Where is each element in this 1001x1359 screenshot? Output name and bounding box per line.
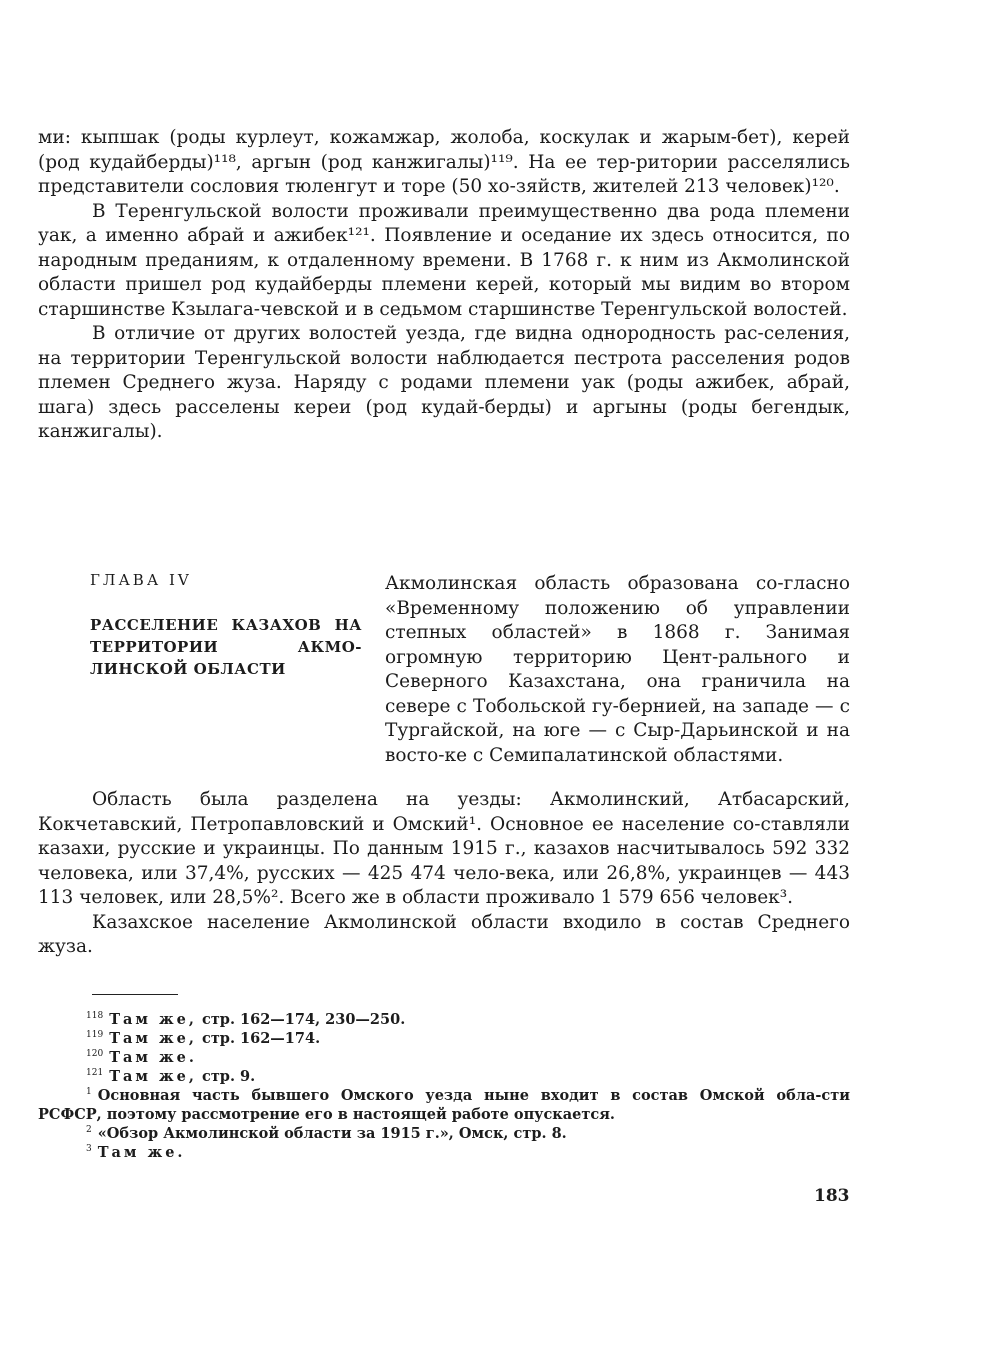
chapter-number: ГЛАВА IV bbox=[90, 571, 192, 589]
paragraph-terengul-diversity: В отличие от других волостей уезда, где видна однородность рас-селения, на территории Теренгульской волости наблюдается пестрота расселения родов племен Среднего жуза. Наряду с родами племени уак (роды ажибек, абрай, шага) здесь расселены кереи (род кудай-берды) и аргыны (роды бегендык, канжигалы). bbox=[38, 323, 850, 442]
footnote-divider bbox=[92, 994, 178, 995]
footnote-1: $^1$ Основная часть бывшего Омского уезда ныне входит в состав Омской обла-сти РСФСР, поэтому рассмотрение его в настоящей работе опускается. bbox=[38, 1087, 850, 1123]
footnote-121: $^{121}$ Там же, стр. 9. bbox=[86, 1068, 256, 1085]
footnotes bbox=[38, 1010, 850, 1162]
paragraph-middle-zhuz: Казахское население Акмолинской области входило в состав Среднего жуза. bbox=[38, 911, 850, 957]
footnote-2: $^2$ «Обзор Акмолинской области за 1915 г.», Омск, стр. 8. bbox=[86, 1125, 567, 1142]
footnote-119: $^{119}$ Там же, стр. 162—174. bbox=[86, 1030, 321, 1047]
chapter-heading bbox=[90, 570, 362, 680]
paragraph-uezds-population: Область была разделена на уезды: Акмолинский, Атбасарский, Кокчетавский, Петропавловский и Омский¹. Основное ее население со-ставляли казахи, русские и украинцы. По данным 1915 г., казахов насчитывалось 592 332 человека, или 37,4%, русских — 425 474 чело-века, или 26,8%, украинцев — 443 113 человек, или 28,5%². Всего же в области проживало 1 579 656 человек³. bbox=[38, 789, 850, 908]
chapter-intro-block bbox=[385, 572, 850, 768]
page-number: 183 bbox=[814, 1186, 850, 1206]
paragraph-terengul-clans: В Теренгульской волости проживали преимущественно два рода племени уак, а именно абрай и ажибек¹²¹. Появление и оседание их здесь относится, по народным преданиям, к отдаленному времени. В 1768 г. к ним из Акмолинской области пришел род кудайберды племени керей, который мы видим во втором старшинстве Кзылага-чевской и в седьмом старшинстве Теренгульской волостей. bbox=[38, 200, 850, 320]
bottom-text-block bbox=[38, 788, 850, 960]
footnote-118: $^{118}$ Там же, стр. 162—174, 230—250. bbox=[86, 1011, 406, 1028]
chapter-title: РАССЕЛЕНИЕ КАЗАХОВ НА ТЕРРИТОРИИ АКМО-ЛИНСКОЙ ОБЛАСТИ bbox=[90, 616, 362, 678]
paragraph-continuation: ми: кыпшак (роды курлеут, кожамжар, жолоба, коскулак и жарым-бет), керей (род кудайберды)¹¹⁸, аргын (род канжигалы)¹¹⁹. На ее тер-ритории расселялись представители сословия тюленгут и торе (50 хо-зяйств, жителей 213 человек)¹²⁰. bbox=[38, 127, 850, 197]
chapter-intro-paragraph: Акмолинская область образована со-гласно «Временному положению об управлении степных областей» в 1868 г. Занимая огромную территорию Цент-рального и Северного Казахстана, она граничила на севере с Тобольской гу-бернией, на западе — с Тургайской, на юге — с Сыр-Дарьинской и на восто-ке с Семипалатинской областями. bbox=[385, 573, 850, 766]
footnote-120: $^{120}$ Там же. bbox=[86, 1049, 197, 1066]
footnote-3: $^3$ Там же. bbox=[86, 1144, 186, 1161]
top-text-block bbox=[38, 126, 850, 445]
